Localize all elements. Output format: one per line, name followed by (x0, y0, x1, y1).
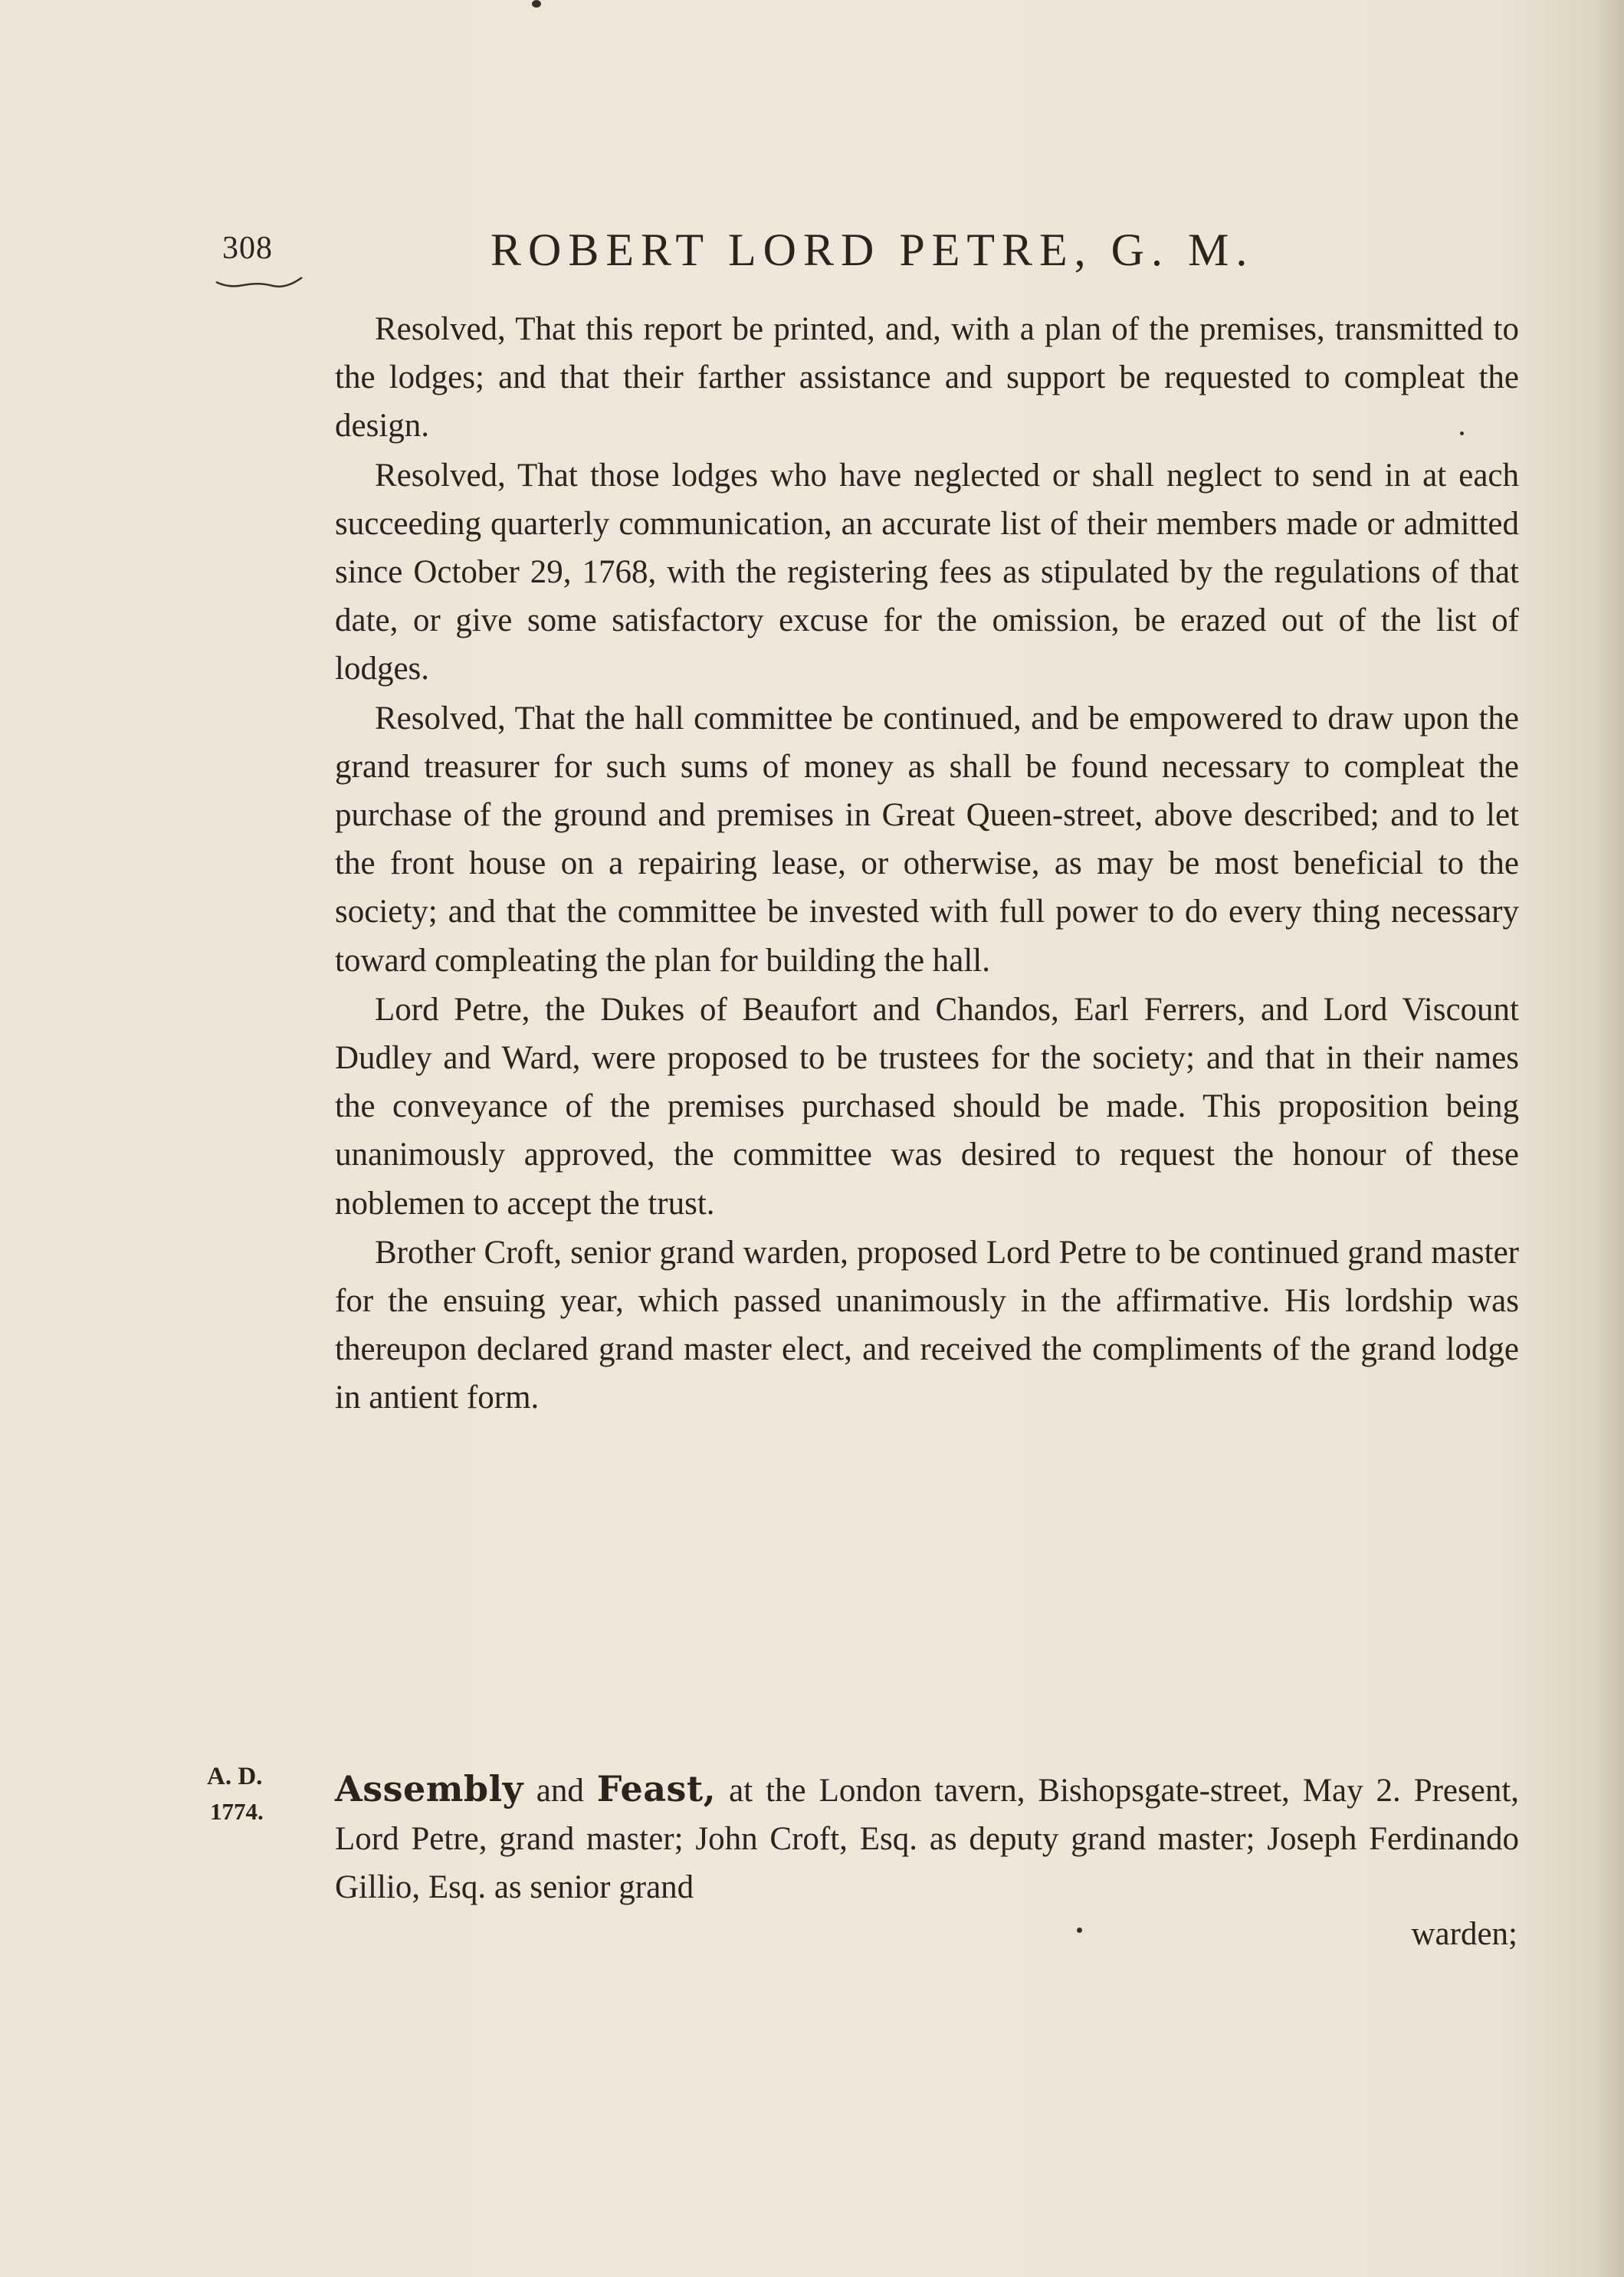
entry-heading-feast: Feast, (596, 1768, 717, 1809)
entry-heading-connector: and (536, 1773, 584, 1809)
page-edge-shadow (1595, 0, 1624, 2277)
ink-spot (532, 0, 541, 8)
catchword: warden; (1411, 1916, 1517, 1952)
page-number-flourish (213, 276, 305, 291)
body-text (335, 305, 1519, 1423)
assembly-entry (335, 1765, 1519, 1912)
paragraph: Resolved, That this report be printed, and, with a plan of the premises, transmitted to the lodges; and that their farther assistance and support be requested to compleat the design. (335, 311, 1519, 445)
running-title: ROBERT LORD PETRE, G. M. (490, 225, 1255, 275)
margin-note-date (207, 1759, 264, 1829)
margin-note-year: 1774. (210, 1798, 264, 1825)
margin-note-era: A. D. (207, 1763, 263, 1790)
paragraph: Brother Croft, senior grand warden, proposed Lord Petre to be continued grand master for the ensuing year, which passed unanimously in the affirmative. His lordship was thereupon declared grand master elect, and received the compliments of the grand lodge in antient form. (335, 1234, 1519, 1416)
entry-text: at the London tavern, Bishopsgate-street, May 2. Present, Lord Petre, grand master; John Croft, Esq. as deputy grand master; Joseph Ferdinando Gillio, Esq. as senior grand (335, 1773, 1520, 1906)
page-number: 308 (222, 231, 273, 266)
paragraph: Lord Petre, the Dukes of Beaufort and Chandos, Earl Ferrers, and Lord Viscount Dudley and Ward, were proposed to be trustees for the society; and that in their names the conveyance of the premises purchased should be made. This proposition being unanimously approved, the committee was desired to request the honour of these noblemen to accept the trust. (335, 991, 1519, 1222)
paragraph: Resolved, That the hall committee be continued, and be empowered to draw upon the grand treasurer for such sums of money as shall be found necessary to compleat the purchase of the ground and premises in Great Queen-street, above described; and to let the front house on a repairing lease, or otherwise, as may be most beneficial to the society; and that the committee be invested with full power to do every thing necessary toward compleating the plan for building the hall. (335, 700, 1519, 979)
entry-heading-assembly: Assembly (335, 1768, 523, 1809)
paragraph: Resolved, That those lodges who have neglected or shall neglect to send in at each succeeding quarterly communication, an accurate list of their members made or admitted since October 29, 1768, with the registering fees as stipulated by the regulations of that date, or give some satisfactory excuse for the omission, be erazed out of the list of lodges. (335, 457, 1519, 687)
ink-spot (1077, 1928, 1082, 1933)
